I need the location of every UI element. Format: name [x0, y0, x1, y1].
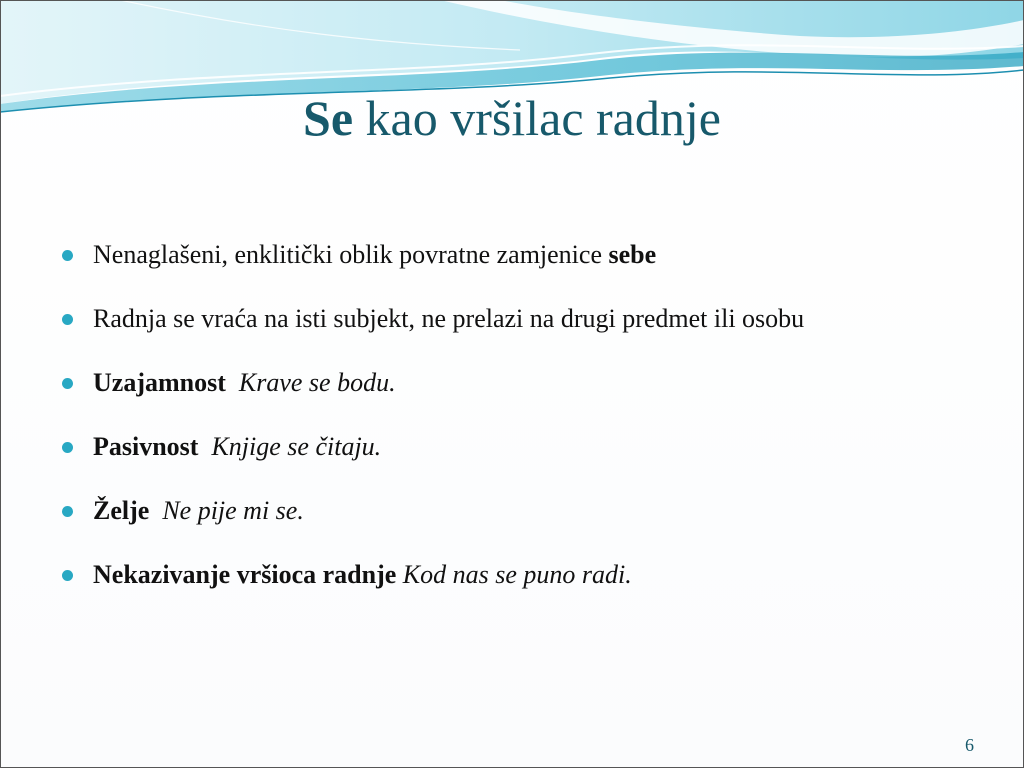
bullet-item — [62, 296, 1002, 360]
bullet-example: Knjige se čitaju. — [211, 432, 382, 461]
bullet-text — [198, 432, 211, 461]
slide-title — [0, 86, 1024, 150]
bullet-item — [62, 232, 1002, 296]
bullet-example: Krave se bodu. — [238, 368, 396, 397]
bullet-dot-icon — [62, 250, 73, 261]
bullet-example: Kod nas se puno radi. — [402, 560, 632, 589]
bullet-dot-icon — [62, 506, 73, 517]
bullet-item — [62, 360, 1002, 424]
page-number: 6 — [965, 735, 974, 755]
bullet-bold: Pasivnost — [93, 432, 199, 461]
bullet-dot-icon — [62, 378, 73, 389]
bullet-item — [62, 424, 1002, 488]
bullet-dot-icon — [62, 314, 73, 325]
bullet-item — [62, 488, 1002, 552]
bullet-bold: Uzajamnost — [93, 368, 226, 397]
bullet-text — [149, 496, 162, 525]
bullet-text: Radnja se vraća na isti subjekt, ne prelazi na drugi predmet ili osobu — [93, 304, 805, 333]
bullet-text: Nenaglašeni, enklitički oblik povratne zamjenice — [93, 240, 609, 269]
bullet-bold: Nekazivanje vršioca radnje — [93, 560, 397, 589]
bullet-bold: Želje — [93, 496, 150, 525]
bullet-dot-icon — [62, 442, 73, 453]
bullet-bold-tail: sebe — [608, 240, 657, 269]
bullet-text — [226, 368, 239, 397]
title-bold: Se — [303, 90, 354, 146]
bullet-list — [62, 232, 1002, 616]
bullet-example: Ne pije mi se. — [162, 496, 304, 525]
title-rest: kao vršilac radnje — [353, 90, 721, 146]
bullet-dot-icon — [62, 570, 73, 581]
bullet-item — [62, 552, 1002, 616]
